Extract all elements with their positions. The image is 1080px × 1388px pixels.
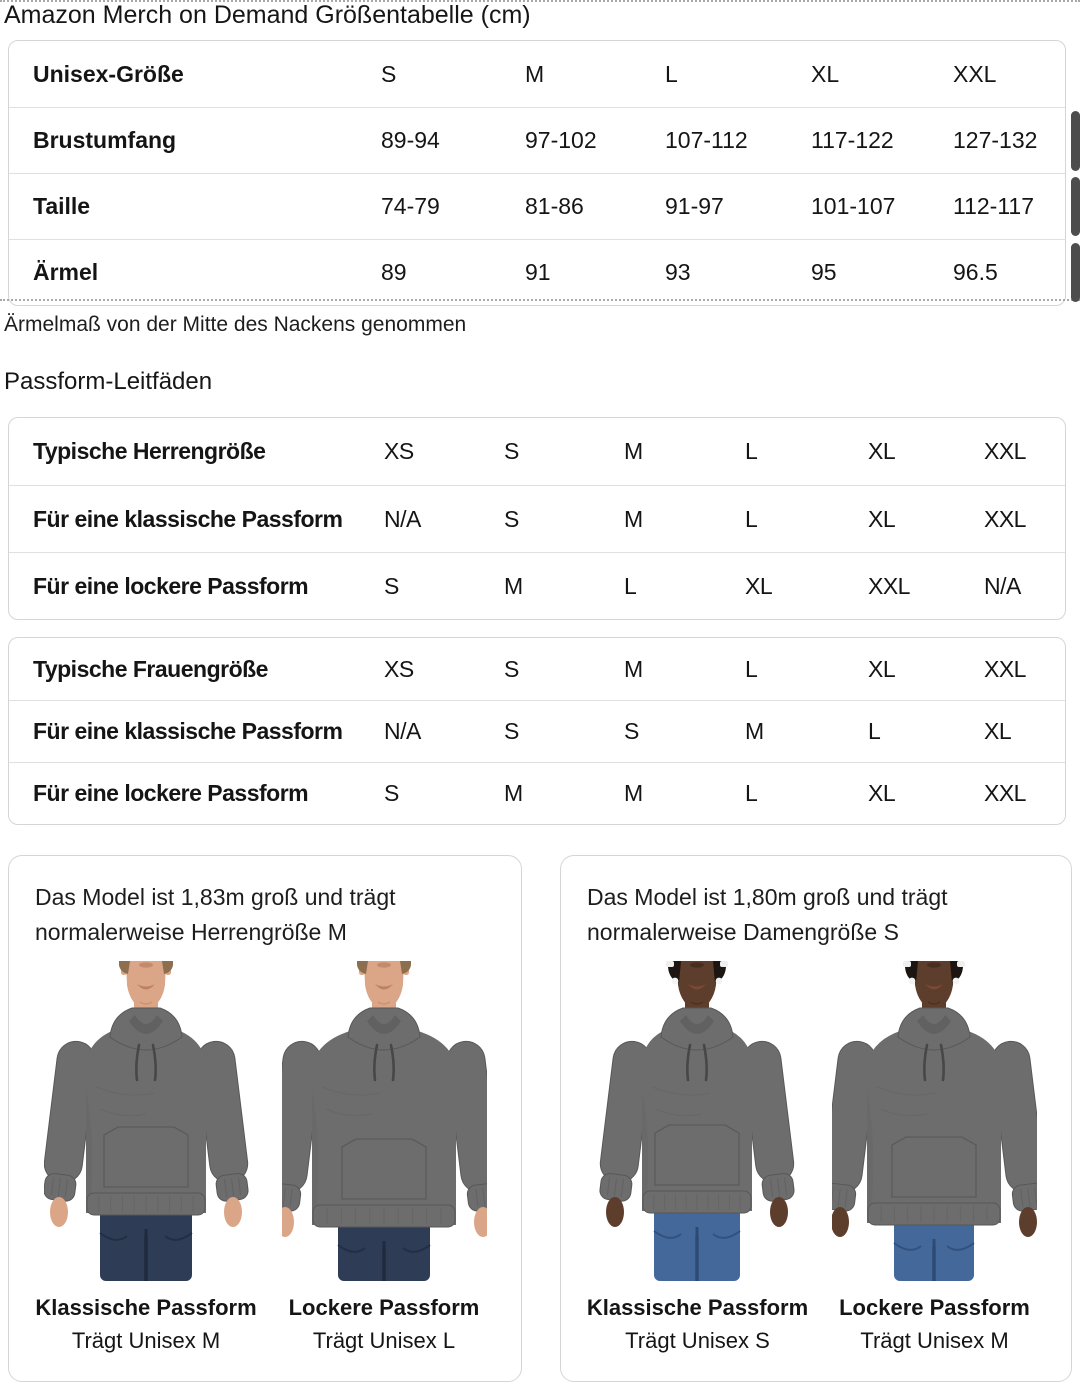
table-cell: M bbox=[745, 718, 764, 744]
table-cell: XXL bbox=[868, 572, 910, 599]
column-header: S bbox=[504, 438, 519, 464]
size-caption: Trägt Unisex L bbox=[312, 1328, 456, 1353]
table-row bbox=[9, 485, 1065, 552]
table-cell: 97-102 bbox=[525, 127, 597, 153]
model-photo-loose bbox=[832, 961, 1037, 1286]
row-label: Für eine lockere Passform bbox=[33, 572, 309, 599]
fit-caption: Klassische Passform bbox=[586, 1295, 809, 1320]
table-cell: M bbox=[624, 505, 643, 532]
column-header: M bbox=[624, 438, 643, 464]
column-header: L bbox=[665, 60, 678, 87]
table-row-scrollbar[interactable] bbox=[1071, 111, 1080, 171]
photo-column bbox=[816, 961, 1053, 1357]
table-cell: 95 bbox=[811, 259, 837, 285]
table-cell: XXL bbox=[984, 780, 1026, 806]
photo-row bbox=[27, 961, 503, 1357]
table-cell: 89-94 bbox=[381, 127, 440, 153]
table-cell: 107-112 bbox=[665, 127, 748, 153]
photo-column bbox=[265, 961, 503, 1357]
size-caption: Trägt Unisex M bbox=[71, 1328, 221, 1353]
model-photo-loose bbox=[282, 961, 487, 1286]
table-cell: M bbox=[504, 780, 523, 806]
table-row bbox=[9, 173, 1065, 239]
column-header: L bbox=[745, 655, 758, 682]
table-cell: 117-122 bbox=[811, 127, 894, 153]
model-card-women bbox=[560, 855, 1072, 1382]
column-header: S bbox=[381, 60, 397, 87]
table-row-scrollbar[interactable] bbox=[1071, 243, 1080, 302]
column-header: XL bbox=[868, 438, 896, 464]
column-header: XXL bbox=[984, 655, 1026, 682]
row-label: Unisex-Größe bbox=[33, 60, 184, 87]
table-cell: 127-132 bbox=[953, 127, 1038, 153]
table-row bbox=[9, 552, 1065, 619]
column-header: XXL bbox=[984, 438, 1026, 464]
page-title: Amazon Merch on Demand Größentabelle (cm) bbox=[4, 1, 531, 29]
column-header: M bbox=[624, 655, 643, 682]
model-card-men bbox=[8, 855, 522, 1382]
table-cell: XL bbox=[868, 505, 896, 532]
table-row-scrollbar[interactable] bbox=[1071, 177, 1080, 236]
table-cell: M bbox=[504, 572, 523, 599]
model-photo-classic bbox=[44, 961, 249, 1286]
table-row bbox=[9, 239, 1065, 305]
fit-caption: Klassische Passform bbox=[35, 1295, 257, 1320]
table-cell: XL bbox=[745, 572, 773, 599]
table-cell: N/A bbox=[384, 718, 421, 744]
row-label: Brustumfang bbox=[33, 127, 177, 153]
table-header-row bbox=[9, 638, 1065, 700]
sleeve-measure-note: Ärmelmaß von der Mitte des Nackens genommen bbox=[4, 313, 467, 336]
table-cell: S bbox=[504, 718, 519, 744]
fit-guides-heading: Passform-Leitfäden bbox=[4, 368, 213, 395]
size-caption: Trägt Unisex M bbox=[860, 1328, 1009, 1353]
table-row bbox=[9, 107, 1065, 173]
model-description: Das Model ist 1,83m groß und trägt normalerweise Herrengröße M bbox=[35, 884, 396, 945]
table-cell: 89 bbox=[381, 259, 407, 285]
top-dotted-separator bbox=[0, 0, 1080, 2]
column-header: L bbox=[745, 438, 758, 464]
table-cell: M bbox=[624, 780, 643, 806]
fit-caption: Lockere Passform bbox=[839, 1295, 1030, 1320]
table-header-row bbox=[9, 418, 1065, 485]
table-cell: N/A bbox=[984, 572, 1021, 599]
fit-caption: Lockere Passform bbox=[288, 1295, 480, 1320]
size-caption: Trägt Unisex S bbox=[625, 1328, 770, 1353]
table-cell: L bbox=[745, 505, 758, 532]
model-photo-classic bbox=[595, 961, 800, 1286]
section-dotted-separator bbox=[0, 299, 1080, 301]
table-cell: L bbox=[868, 718, 881, 744]
table-cell: 74-79 bbox=[381, 193, 440, 219]
row-label: Typische Herrengröße bbox=[33, 438, 266, 464]
photo-column bbox=[27, 961, 265, 1357]
column-header: XS bbox=[384, 438, 414, 464]
table-row bbox=[9, 700, 1065, 762]
womens-fit-table bbox=[8, 637, 1066, 825]
row-label: Typische Frauengröße bbox=[33, 655, 268, 682]
table-header-row bbox=[9, 41, 1065, 107]
table-cell: 91 bbox=[525, 259, 551, 285]
table-row bbox=[9, 762, 1065, 824]
table-cell: N/A bbox=[384, 505, 421, 532]
table-cell: S bbox=[504, 505, 519, 532]
photo-column bbox=[579, 961, 816, 1357]
table-cell: 112-117 bbox=[953, 193, 1034, 219]
column-header: S bbox=[504, 655, 519, 682]
table-cell: XL bbox=[868, 780, 896, 806]
row-label: Ärmel bbox=[33, 259, 99, 285]
row-label: Für eine klassische Passform bbox=[33, 505, 343, 532]
column-header: XS bbox=[384, 655, 414, 682]
column-header: M bbox=[525, 60, 545, 87]
column-header: XL bbox=[811, 60, 840, 87]
model-description: Das Model ist 1,80m groß und trägt normalerweise Damengröße S bbox=[587, 884, 948, 945]
table-cell: S bbox=[624, 718, 639, 744]
row-label: Für eine lockere Passform bbox=[33, 780, 309, 806]
table-cell: L bbox=[745, 780, 758, 806]
table-cell: S bbox=[384, 572, 399, 599]
unisex-size-table bbox=[8, 40, 1066, 306]
table-cell: 101-107 bbox=[811, 193, 896, 219]
column-header: XL bbox=[868, 655, 896, 682]
photo-row bbox=[579, 961, 1053, 1357]
row-label: Für eine klassische Passform bbox=[33, 718, 343, 744]
mens-fit-table bbox=[8, 417, 1066, 620]
table-cell: L bbox=[624, 572, 637, 599]
table-cell: 91-97 bbox=[665, 193, 724, 219]
table-cell: 96.5 bbox=[953, 259, 998, 285]
table-cell: 93 bbox=[665, 259, 691, 285]
table-cell: S bbox=[384, 780, 399, 806]
row-label: Taille bbox=[33, 193, 91, 219]
table-cell: 81-86 bbox=[525, 193, 584, 219]
table-cell: XXL bbox=[984, 505, 1026, 532]
column-header: XXL bbox=[953, 60, 997, 87]
table-cell: XL bbox=[984, 718, 1012, 744]
